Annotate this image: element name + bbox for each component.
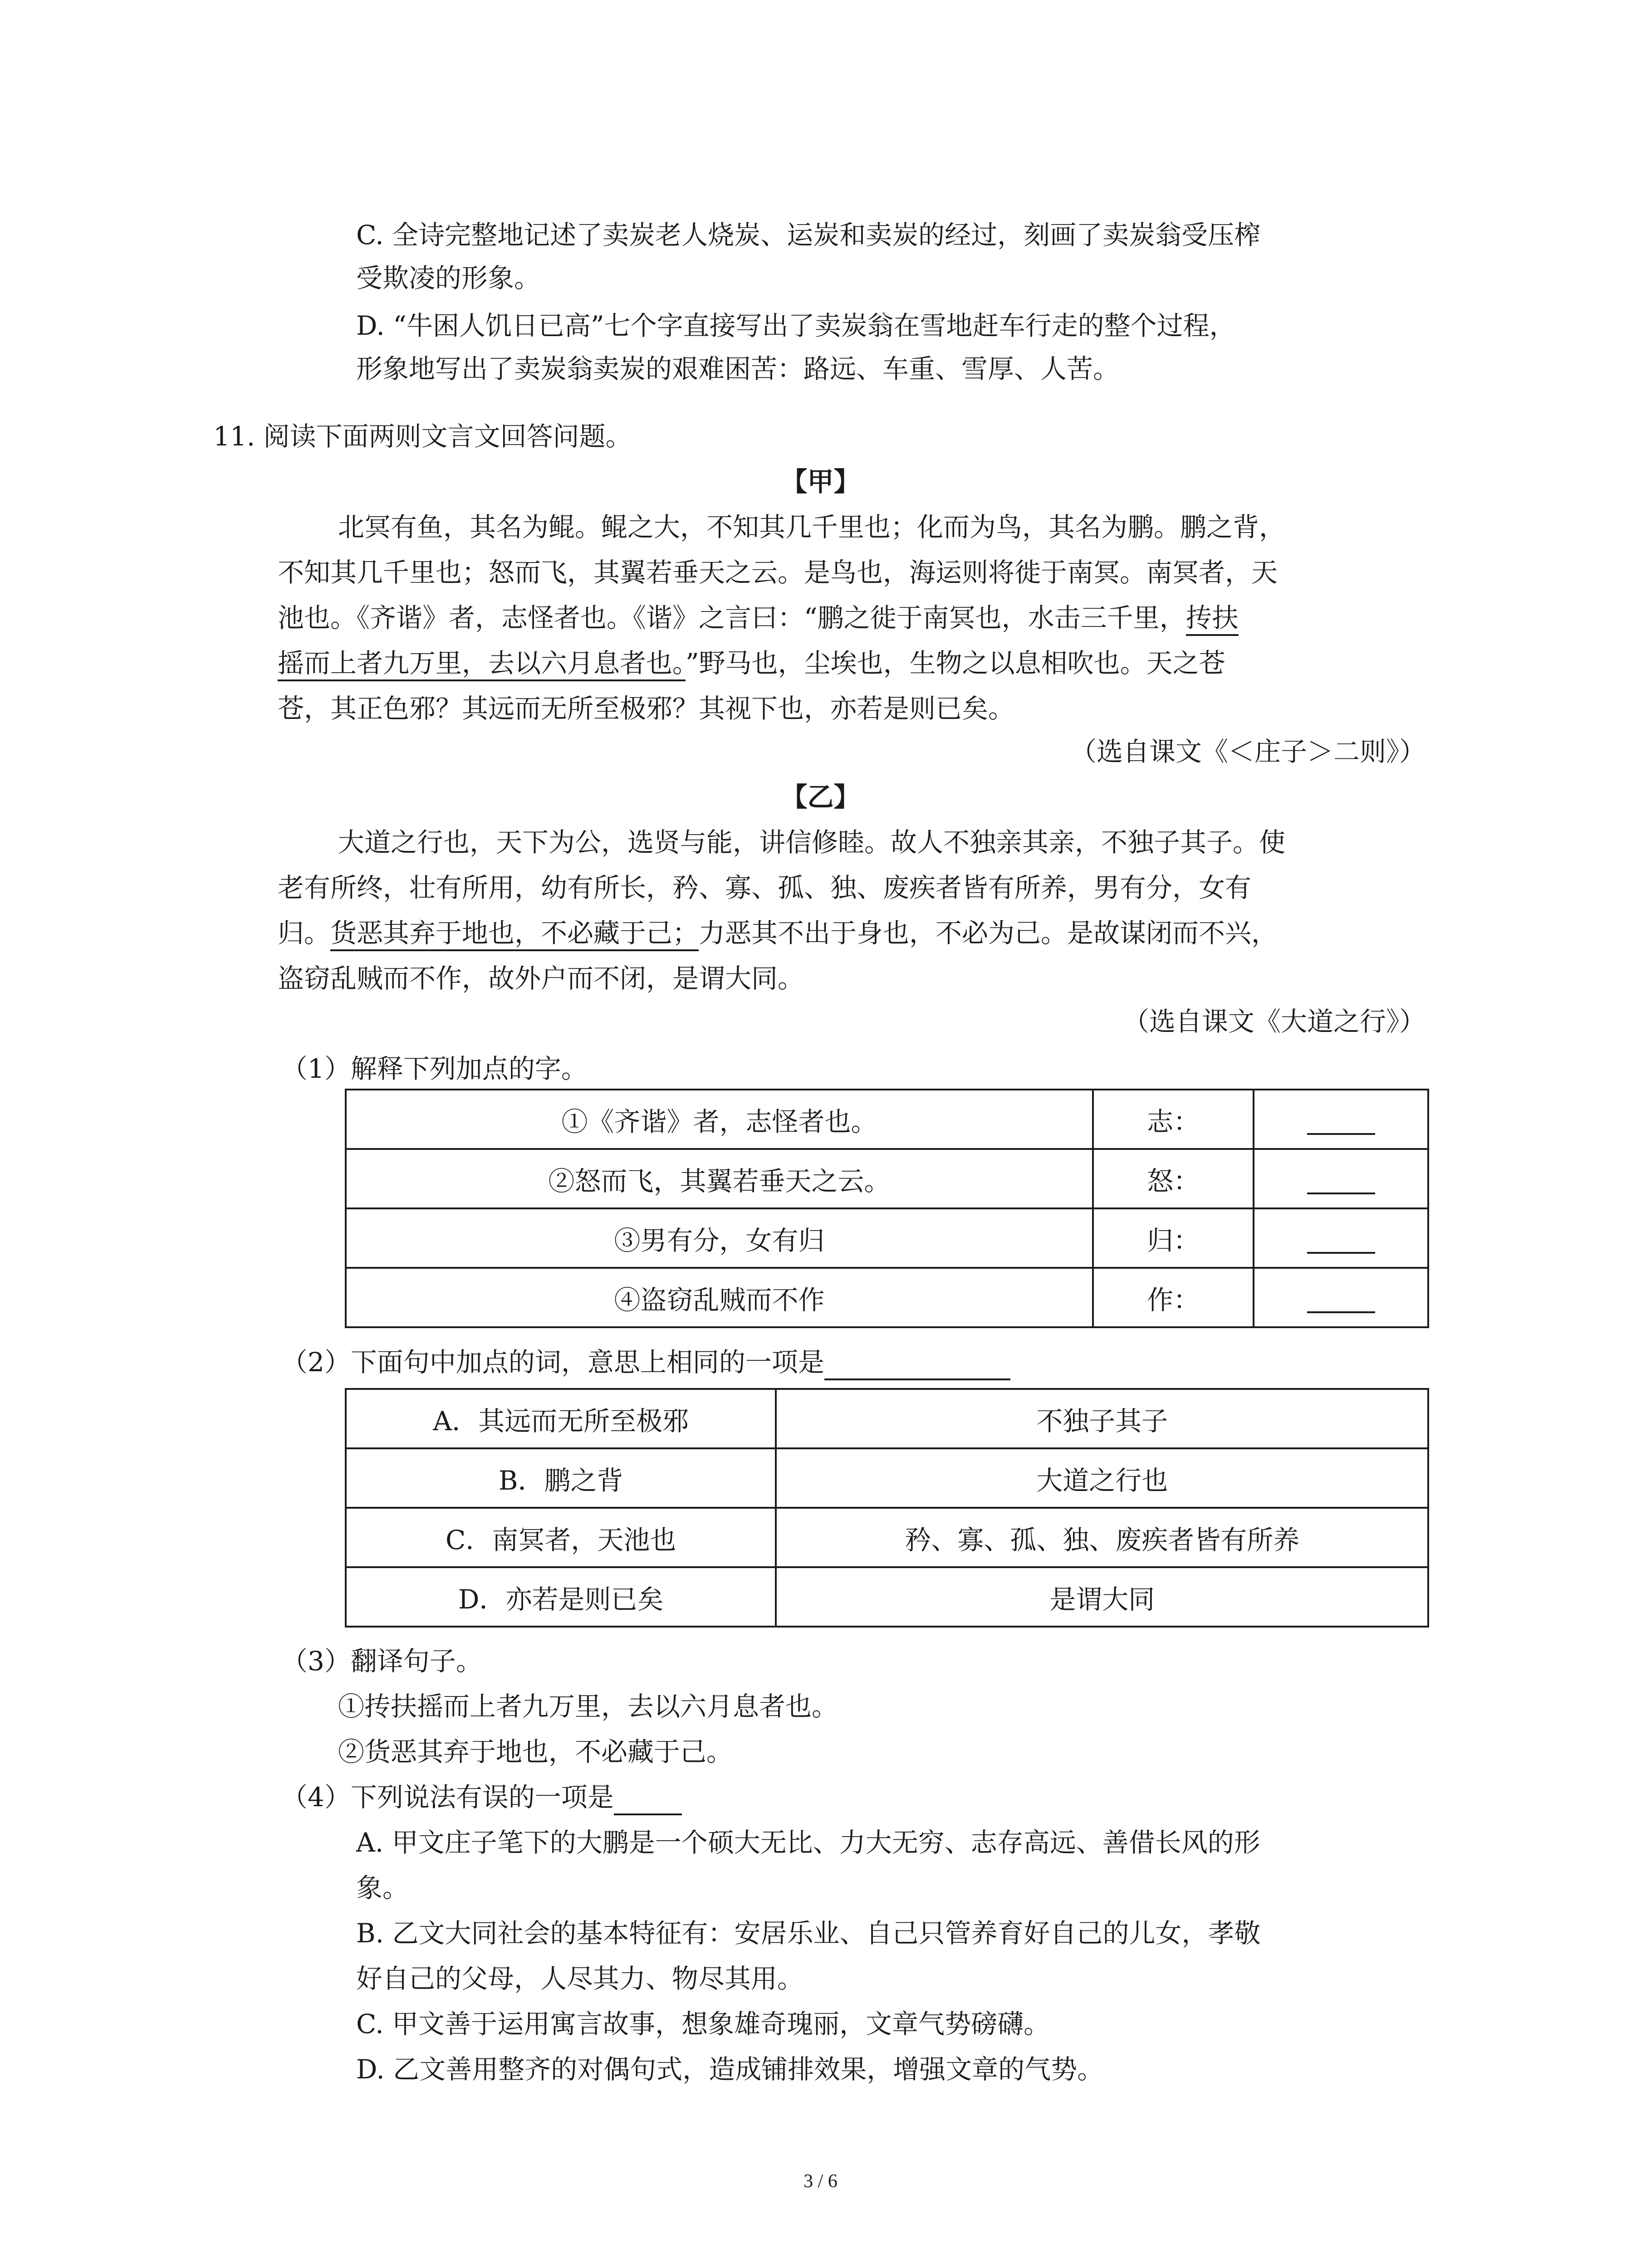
- passage-jia-line1: 北冥有鱼，其名为鲲。鲲之大，不知其几千里也；化而为鸟，其名为鹏。鹏之背，: [338, 512, 1286, 543]
- passage-yi-line4: 盗窃乱贼而不作，故外户而不闭，是谓大同。: [278, 963, 804, 994]
- sub-question-2: [281, 1344, 1010, 1380]
- passage-jia-line5: 苍，其正色邪？其远而无所至极邪？其视下也，亦若是则已矣。: [278, 693, 1015, 724]
- table-row: [346, 1508, 1428, 1567]
- table-row: [346, 1090, 1428, 1149]
- table-row: [346, 1208, 1428, 1268]
- answer-blank[interactable]: [614, 1790, 682, 1815]
- passage-yi-line3: [278, 915, 1278, 951]
- table-row: [346, 1149, 1428, 1208]
- answer-blank[interactable]: [1307, 1169, 1375, 1194]
- sub-question-1-label: （1）解释下列加点的字。: [281, 1053, 588, 1084]
- q11-4-option-a-line1: A. 甲文庄子笔下的大鹏是一个硕大无比、力大无穷、志存高远、善借长风的形: [356, 1827, 1260, 1858]
- passage-yi-line2: 老有所终，壮有所用，幼有所长，矜、寡、孤、独、废疾者皆有所养，男有分，女有: [278, 872, 1252, 903]
- answer-blank[interactable]: [1307, 1228, 1375, 1254]
- q10-option-d-line1: D. “牛困人饥日已高”七个字直接写出了卖炭翁在雪地赶车行走的整个过程，: [356, 310, 1236, 341]
- word-cell: 志：: [1093, 1090, 1254, 1149]
- sub-question-4-label: （4）下列说法有误的一项是: [281, 1782, 614, 1813]
- option-left-cell: D．亦若是则已矣: [346, 1567, 776, 1627]
- answer-blank-cell[interactable]: [1254, 1268, 1428, 1327]
- answer-blank[interactable]: [1307, 1288, 1375, 1313]
- q11-stem: 11. 阅读下面两则文言文回答问题。: [213, 421, 632, 452]
- sentence-cell: ①《齐谐》者，志怪者也。: [346, 1090, 1093, 1149]
- passage-jia-line3-text: 池也。《齐谐》者，志怪者也。《谐》之言曰：“鹏之徙于南冥也，水击三千里，: [278, 602, 1186, 633]
- passage-jia-line4: [278, 645, 1225, 681]
- sentence-cell: ③男有分，女有归: [346, 1208, 1093, 1268]
- answer-blank[interactable]: [824, 1355, 1010, 1380]
- answer-blank-cell[interactable]: [1254, 1208, 1428, 1268]
- page-number: 3 / 6: [803, 2171, 838, 2192]
- table-row: [346, 1448, 1428, 1508]
- sentence-cell: ②怒而飞，其翼若垂天之云。: [346, 1149, 1093, 1208]
- q11-4-option-a-line2: 象。: [356, 1872, 409, 1903]
- sentence-cell: ④盗窃乱贼而不作: [346, 1268, 1093, 1327]
- option-right-cell: 大道之行也: [776, 1448, 1428, 1508]
- table-row: [346, 1389, 1428, 1448]
- translate-sentence-2: ②货恶其弃于地也，不必藏于己。: [338, 1736, 733, 1767]
- passage-yi-line3-pre: 归。: [278, 918, 331, 948]
- word-cell: 作：: [1093, 1268, 1254, 1327]
- option-left-cell: C．南冥者，天池也: [346, 1508, 776, 1567]
- q10-option-c-line1: C. 全诗完整地记述了卖炭老人烧炭、运炭和卖炭的经过，刻画了卖炭翁受压榨: [356, 220, 1261, 250]
- table-row: [346, 1268, 1428, 1327]
- passage-jia-line3: [278, 600, 1239, 636]
- underlined-phrase: 摇而上者九万里，去以六月息者也。: [278, 648, 686, 681]
- q11-4-option-d: D. 乙文善用整齐的对偶句式，造成铺排效果，增强文章的气势。: [356, 2054, 1104, 2085]
- passage-jia-source: （选自课文《＜庄子＞二则》）: [1070, 736, 1425, 767]
- table-row: [346, 1567, 1428, 1627]
- sub-question-3-label: （3）翻译句子。: [281, 1646, 482, 1677]
- option-right-cell: 矜、寡、孤、独、废疾者皆有所养: [776, 1508, 1428, 1567]
- answer-blank[interactable]: [1307, 1110, 1375, 1135]
- option-right-cell: 不独子其子: [776, 1389, 1428, 1448]
- translate-sentence-1: ①抟扶摇而上者九万里，去以六月息者也。: [338, 1691, 838, 1722]
- answer-blank-cell[interactable]: [1254, 1149, 1428, 1208]
- underlined-phrase: 抟扶: [1186, 602, 1239, 636]
- passage-yi-heading: 【乙】: [781, 782, 860, 812]
- word-cell: 怒：: [1093, 1149, 1254, 1208]
- underlined-phrase: 货恶其弃于地也，不必藏于己；: [330, 918, 699, 951]
- sub-question-4: [281, 1779, 682, 1815]
- q11-4-option-b-line2: 好自己的父母，人尽其力、物尽其用。: [356, 1963, 804, 1994]
- passage-yi-source: （选自课文《大道之行》）: [1122, 1006, 1425, 1037]
- q11-4-option-c: C. 甲文善于运用寓言故事，想象雄奇瑰丽，文章气势磅礴。: [356, 2009, 1050, 2039]
- passage-yi-line1: 大道之行也，天下为公，选贤与能，讲信修睦。故人不独亲其亲，不独子其子。使: [338, 827, 1286, 858]
- passage-jia-line4-text: ”野马也，尘埃也，生物之以息相吹也。天之苍: [686, 648, 1225, 679]
- sub-question-2-label: （2）下面句中加点的词，意思上相同的一项是: [281, 1347, 824, 1378]
- q10-option-d-line2: 形象地写出了卖炭翁卖炭的艰难困苦：路远、车重、雪厚、人苦。: [356, 353, 1120, 384]
- passage-yi-line3-rest: 力恶其不出于身也，不必为己。是故谋闭而不兴，: [699, 918, 1278, 948]
- word-comparison-table: [345, 1388, 1429, 1628]
- word-cell: 归：: [1093, 1208, 1254, 1268]
- option-left-cell: B．鹏之背: [346, 1448, 776, 1508]
- q10-option-c-line2: 受欺凌的形象。: [356, 263, 541, 293]
- option-right-cell: 是谓大同: [776, 1567, 1428, 1627]
- q11-4-option-b-line1: B. 乙文大同社会的基本特征有：安居乐业、自己只管养育好自己的儿女，孝敬: [356, 1918, 1261, 1949]
- passage-jia-heading: 【甲】: [781, 466, 860, 497]
- word-explanation-table: [345, 1089, 1429, 1328]
- passage-jia-line2: 不知其几千里也；怒而飞，其翼若垂天之云。是鸟也，海运则将徙于南冥。南冥者，天: [278, 557, 1278, 588]
- answer-blank-cell[interactable]: [1254, 1090, 1428, 1149]
- option-left-cell: A．其远而无所至极邪: [346, 1389, 776, 1448]
